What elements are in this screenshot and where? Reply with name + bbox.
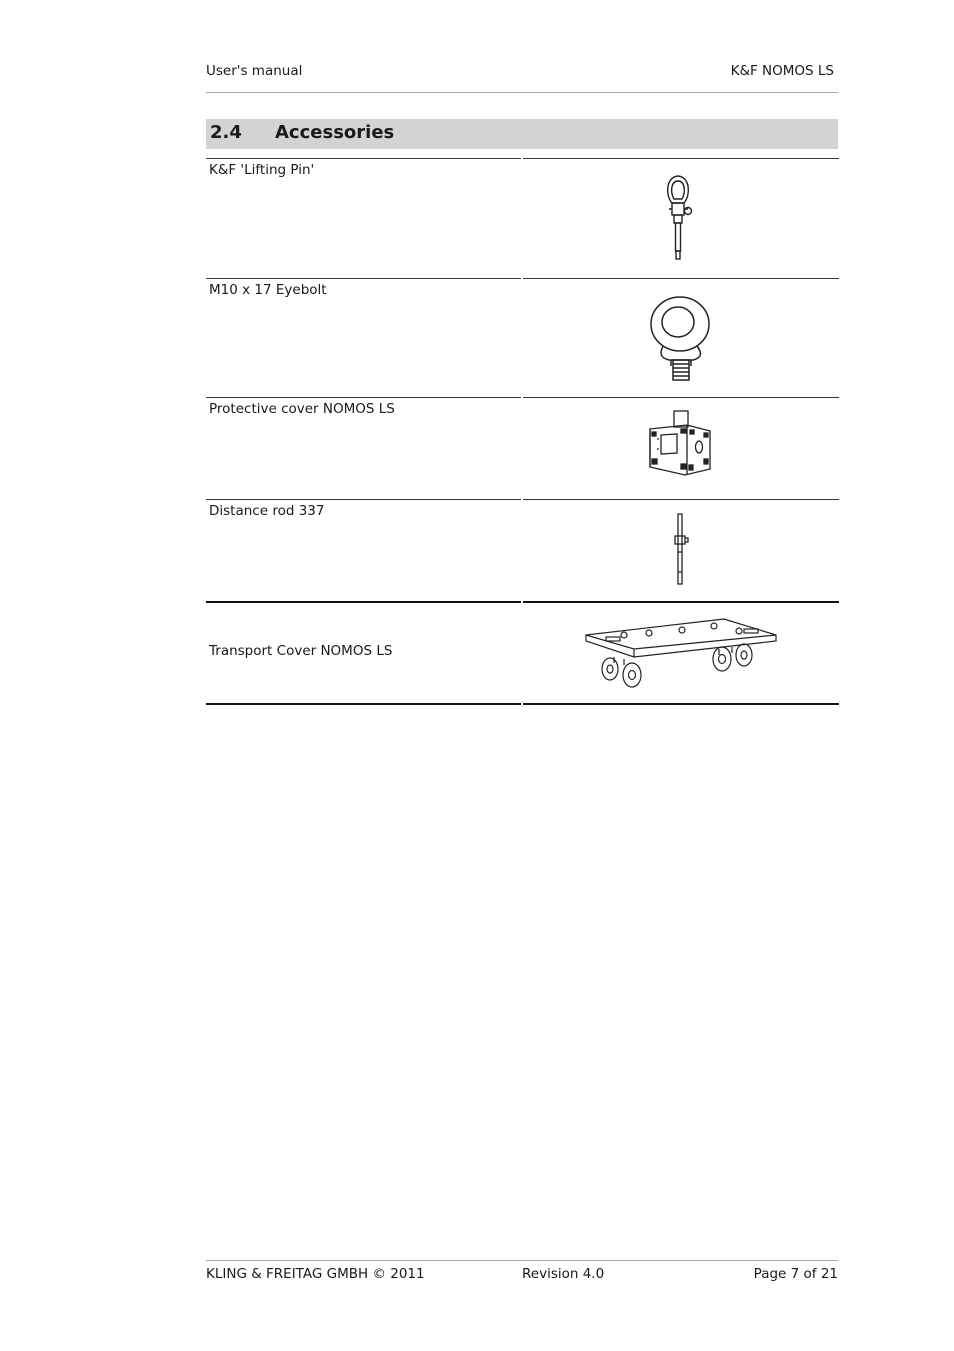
table-bottom-rule: [206, 703, 521, 705]
row-divider: [206, 397, 521, 398]
table-row: [206, 278, 839, 397]
accessory-label: Transport Cover NOMOS LS: [209, 643, 393, 659]
section-heading: [206, 119, 838, 149]
row-divider: [206, 278, 521, 279]
section-title: Accessories: [275, 122, 395, 143]
eyebolt-icon: [649, 294, 713, 382]
row-divider: [206, 158, 521, 159]
row-divider: [206, 499, 521, 500]
row-divider: [523, 158, 839, 159]
distance-rod-icon: [670, 512, 690, 586]
accessory-label: Distance rod 337: [209, 503, 325, 519]
table-row: [206, 601, 839, 705]
protective-cover-icon: [647, 409, 713, 479]
table-row: [206, 499, 839, 601]
table-bottom-rule: [523, 703, 839, 705]
header-product: K&F NOMOS LS: [730, 63, 834, 79]
lifting-pin-icon: [661, 173, 695, 263]
row-divider: [523, 397, 839, 398]
accessory-label: M10 x 17 Eyebolt: [209, 282, 327, 298]
row-divider: [523, 278, 839, 279]
row-divider: [523, 601, 839, 603]
accessory-label: K&F 'Lifting Pin': [209, 162, 315, 178]
header-doc-type: User's manual: [206, 63, 303, 79]
footer-copyright: KLING & FREITAG GMBH © 2011: [206, 1266, 425, 1282]
table-row: [206, 397, 839, 499]
footer-revision: Revision 4.0: [522, 1266, 605, 1282]
footer-page-number: Page 7 of 21: [753, 1266, 838, 1282]
transport-cover-icon: [584, 613, 780, 689]
page-footer: [206, 1260, 838, 1291]
row-divider: [523, 499, 839, 500]
section-number: 2.4: [210, 122, 242, 143]
row-divider: [206, 601, 521, 603]
accessory-label: Protective cover NOMOS LS: [209, 401, 395, 417]
table-row: [206, 158, 839, 278]
page-header: [206, 62, 838, 93]
accessories-table: [206, 158, 839, 705]
